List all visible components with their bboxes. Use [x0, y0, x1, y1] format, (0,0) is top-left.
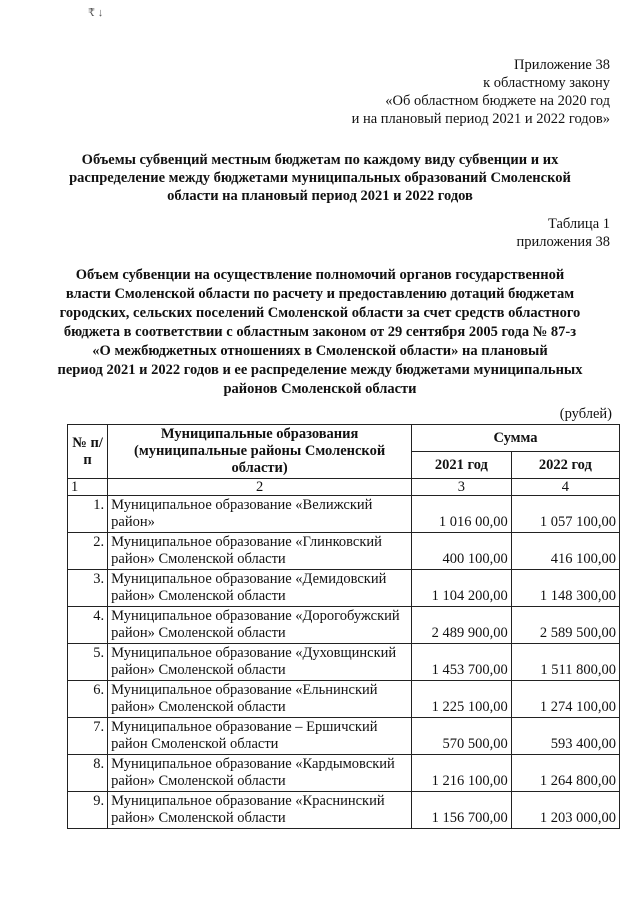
appendix-line-1: Приложение 38	[514, 57, 610, 73]
table-caption	[517, 215, 610, 251]
amount-2021: 1 104 200,00	[412, 570, 512, 607]
table-row	[68, 681, 620, 718]
amount-2022: 1 274 100,00	[511, 681, 619, 718]
column-index: 4	[511, 479, 619, 496]
municipality-name: Муниципальное образование «Духовщинский район» Смоленской области	[108, 644, 412, 681]
municipality-name: Муниципальное образование «Краснинский район» Смоленской области	[108, 792, 412, 829]
amount-2021: 1 453 700,00	[412, 644, 512, 681]
row-number: 3.	[68, 570, 108, 607]
table-title-line-2: власти Смоленской области по расчету и предоставлению дотаций бюджетам	[65, 286, 575, 302]
row-number: 7.	[68, 718, 108, 755]
table-row	[68, 792, 620, 829]
table-title-line-7: районов Смоленской области	[223, 381, 417, 397]
amount-2022: 1 511 800,00	[511, 644, 619, 681]
header-number: № п/п	[68, 425, 108, 479]
amount-2022: 1 203 000,00	[511, 792, 619, 829]
amount-2021: 1 156 700,00	[412, 792, 512, 829]
table-title-line-1: Объем субвенции на осуществление полномочий органов государственной	[75, 267, 565, 283]
amount-2021: 2 489 900,00	[412, 607, 512, 644]
appendix-line-4: и на плановый период 2021 и 2022 годов»	[351, 111, 610, 127]
table-title-line-6: период 2021 и 2022 годов и ее распределение между бюджетами муниципальных	[57, 362, 583, 378]
amount-2021: 400 100,00	[412, 533, 512, 570]
amount-2022: 593 400,00	[511, 718, 619, 755]
table-title-line-4: бюджета в соответствии с областным законом от 29 сентября 2005 года № 87-з	[63, 324, 577, 340]
header-2022: 2022 год	[511, 452, 619, 479]
table-row	[68, 533, 620, 570]
column-index: 3	[412, 479, 512, 496]
table-row	[68, 755, 620, 792]
municipality-name: Муниципальное образование «Дорогобужский район» Смоленской области	[108, 607, 412, 644]
row-number: 4.	[68, 607, 108, 644]
row-number: 5.	[68, 644, 108, 681]
amount-2021: 570 500,00	[412, 718, 512, 755]
title-line-2: распределение между бюджетами муниципальных образований Смоленской	[69, 170, 571, 186]
column-index-row	[68, 479, 620, 496]
header-municipality: Муниципальные образования (муниципальные районы Смоленской области)	[108, 425, 412, 479]
table-row	[68, 644, 620, 681]
amount-2022: 1 264 800,00	[511, 755, 619, 792]
header-2021: 2021 год	[412, 452, 512, 479]
amount-2022: 1 148 300,00	[511, 570, 619, 607]
table-title-line-3: городских, сельских поселений Смоленской области за счет средств областного	[59, 305, 581, 321]
amount-2021: 1 216 100,00	[412, 755, 512, 792]
table-row	[68, 718, 620, 755]
scan-mark: ₹ ↓	[88, 7, 104, 19]
column-index: 1	[68, 479, 108, 496]
row-number: 8.	[68, 755, 108, 792]
table-row	[68, 496, 620, 533]
amount-2021: 1 225 100,00	[412, 681, 512, 718]
table-title-line-5: «О межбюджетных отношениях в Смоленской области» на плановый	[92, 343, 548, 359]
table-row	[68, 570, 620, 607]
document-title	[60, 151, 580, 205]
table-row	[68, 607, 620, 644]
municipality-name: Муниципальное образование «Глинковский район» Смоленской области	[108, 533, 412, 570]
municipality-name: Муниципальное образование «Кардымовский район» Смоленской области	[108, 755, 412, 792]
subsidy-table	[67, 424, 620, 829]
row-number: 6.	[68, 681, 108, 718]
municipality-name: Муниципальное образование – Ершичский район Смоленской области	[108, 718, 412, 755]
appendix-line-2: к областному закону	[483, 75, 610, 91]
appendix-line-3: «Об областном бюджете на 2020 год	[385, 93, 610, 109]
row-number: 2.	[68, 533, 108, 570]
table-title	[55, 266, 585, 399]
unit-label: (рублей)	[559, 406, 612, 422]
table-caption-line-2: приложения 38	[516, 234, 610, 250]
table-caption-line-1: Таблица 1	[547, 216, 610, 232]
amount-2022: 416 100,00	[511, 533, 619, 570]
header-sum: Сумма	[412, 425, 620, 452]
municipality-name: Муниципальное образование «Демидовский район» Смоленской области	[108, 570, 412, 607]
row-number: 9.	[68, 792, 108, 829]
municipality-name: Муниципальное образование «Ельнинский район» Смоленской области	[108, 681, 412, 718]
title-line-1: Объемы субвенций местным бюджетам по каждому виду субвенции и их	[81, 152, 559, 168]
amount-2021: 1 016 00,00	[412, 496, 512, 533]
amount-2022: 1 057 100,00	[511, 496, 619, 533]
row-number: 1.	[68, 496, 108, 533]
column-index: 2	[108, 479, 412, 496]
amount-2022: 2 589 500,00	[511, 607, 619, 644]
title-line-3: области на плановый период 2021 и 2022 годов	[167, 188, 473, 204]
municipality-name: Муниципальное образование «Велижский район»	[108, 496, 412, 533]
appendix-header	[352, 56, 610, 128]
